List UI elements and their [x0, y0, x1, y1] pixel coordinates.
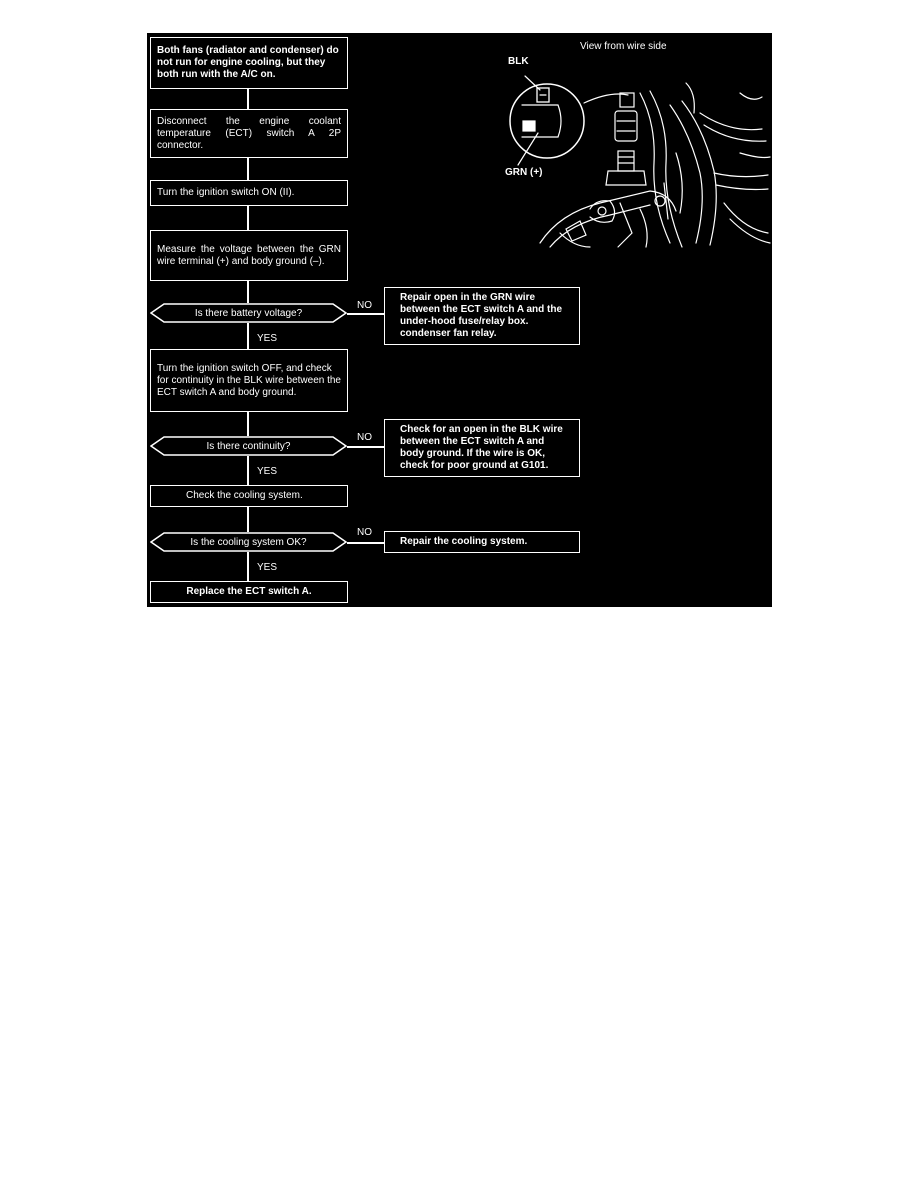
connector-line	[247, 456, 249, 485]
yes-label: YES	[257, 333, 278, 344]
troubleshooting-figure	[147, 33, 772, 607]
fix-grn-wire-box	[384, 287, 580, 345]
step-continuity-text: Turn the ignition switch OFF, and check for continuity in the BLK wire between the ECT switch A and body ground.	[157, 362, 341, 398]
step-disconnect-text: Disconnect the engine coolant temperature (ECT) switch A 2P connector.	[157, 115, 341, 151]
step-ignition-on-box	[150, 180, 348, 206]
connector-line	[247, 158, 249, 180]
end-replace-text: Replace the ECT switch A.	[186, 586, 312, 597]
decision-cooling-ok-text: Is the cooling system OK?	[190, 536, 307, 548]
yes-label: YES	[257, 466, 278, 477]
fix-cooling-text: Repair the cooling system.	[400, 536, 528, 547]
decision-cooling-ok	[150, 532, 347, 552]
step-continuity-box	[150, 349, 348, 412]
connector-line	[247, 323, 249, 349]
engine-bay-drawing	[500, 33, 772, 273]
fix-blk-wire-text: Check for an open in the BLK wire between the ECT switch A and body ground. If the wire is OK, check for poor ground at G101.	[400, 424, 563, 471]
no-label: NO	[357, 527, 372, 538]
view-caption: View from wire side	[580, 41, 667, 52]
connector-line	[247, 89, 249, 109]
connector-line	[247, 552, 249, 581]
fix-cooling-box	[384, 531, 580, 553]
connector-line	[247, 507, 249, 532]
connector-illustration	[500, 33, 772, 278]
no-branch-line	[347, 542, 384, 544]
blk-wire-label: BLK	[508, 56, 529, 67]
grn-wire-label: GRN (+)	[505, 167, 543, 178]
step-check-cooling-box	[150, 485, 348, 507]
decision-continuity	[150, 436, 347, 456]
step-disconnect-box	[150, 109, 348, 158]
connector-line	[247, 206, 249, 230]
no-branch-line	[347, 446, 384, 448]
step-measure-box	[150, 230, 348, 281]
decision-battery-voltage	[150, 303, 347, 323]
step-measure-text: Measure the voltage between the GRN wire terminal (+) and body ground (–).	[157, 243, 341, 267]
decision-continuity-text: Is there continuity?	[206, 440, 291, 452]
no-branch-line	[347, 313, 384, 315]
step-ignition-on-text: Turn the ignition switch ON (II).	[157, 187, 295, 198]
connector-line	[247, 412, 249, 436]
end-replace-box	[150, 581, 348, 603]
step-check-cooling-text: Check the cooling system.	[186, 490, 303, 501]
decision-battery-voltage-text: Is there battery voltage?	[194, 307, 303, 319]
connector-line	[247, 281, 249, 303]
no-label: NO	[357, 432, 372, 443]
yes-label: YES	[257, 562, 278, 573]
start-symptom-text: Both fans (radiator and condenser) do not run for engine cooling, but they both run with the A/C on.	[157, 45, 339, 80]
fix-blk-wire-box	[384, 419, 580, 477]
no-label: NO	[357, 300, 372, 311]
fix-grn-wire-text: Repair open in the GRN wire between the ECT switch A and the under-hood fuse/relay box. condenser fan relay.	[400, 292, 563, 339]
start-symptom-box	[150, 37, 348, 89]
